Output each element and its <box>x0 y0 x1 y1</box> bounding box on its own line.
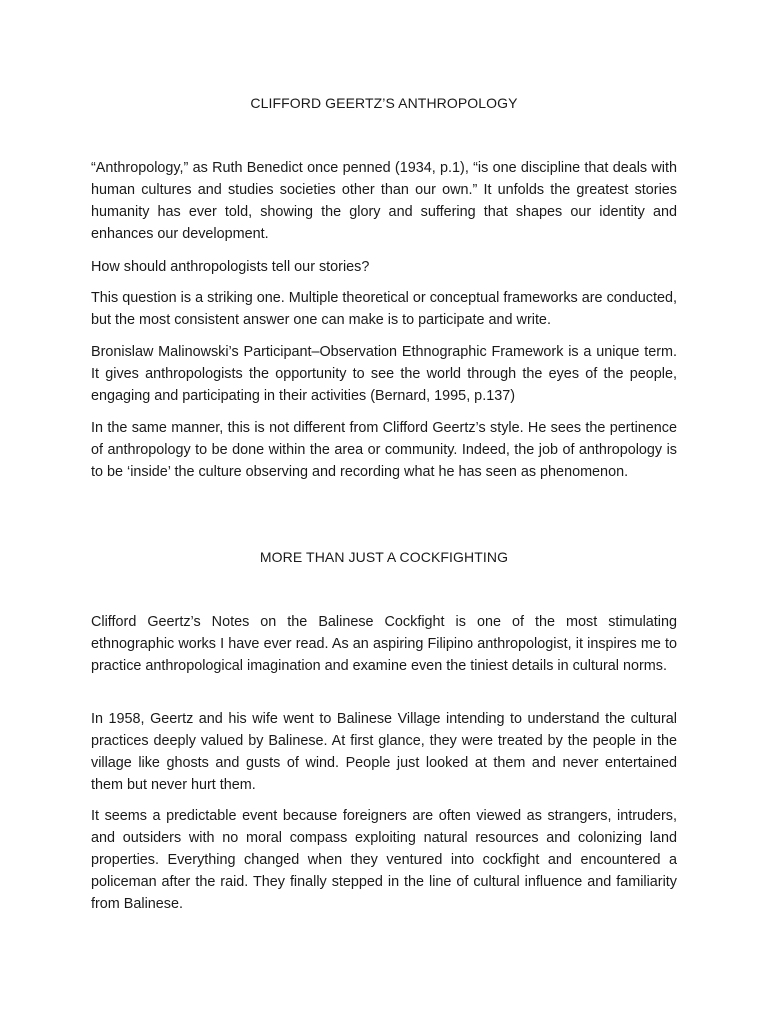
paragraph-balinese-cockfight: Clifford Geertz’s Notes on the Balinese Cockfight is one of the most stimulating ethnographic works I have ever read. As an aspiring Filipino anthropologist, it inspires me to practice anthropological imagination and examine even the tiniest details in cultural norms. <box>91 614 677 674</box>
paragraph-question: How should anthropologists tell our stories? <box>91 259 370 275</box>
paragraph-frameworks: This question is a striking one. Multiple theoretical or conceptual frameworks are conducted, but the most consistent answer one can make is to participate and write. <box>91 290 677 328</box>
paragraph-malinowski: Bronislaw Malinowski’s Participant–Observation Ethnographic Framework is a unique term. It gives anthropologists the opportunity to see the world through the eyes of the people, engaging and participating in their activities (Bernard, 1995, p.137) <box>91 344 677 404</box>
section-heading-anthropology: CLIFFORD GEERTZ’S ANTHROPOLOGY <box>250 95 518 111</box>
paragraph-benedict-quote: “Anthropology,” as Ruth Benedict once penned (1934, p.1), “is one discipline that deals with human cultures and studies societies other than our own.” It unfolds the greatest stories humanity has ever told, showing the glory and suffering that shapes our identity and enhances our development. <box>91 160 677 242</box>
paragraph-geertz-style: In the same manner, this is not different from Clifford Geertz’s style. He sees the pertinence of anthropology to be done within the area or community. Indeed, the job of anthropology is to be ‘inside’ the culture observing and recording what he has seen as phenomenon. <box>91 420 677 480</box>
section-heading-cockfighting: MORE THAN JUST A COCKFIGHTING <box>259 549 509 565</box>
paragraph-1958-village: In 1958, Geertz and his wife went to Balinese Village intending to understand the cultural practices deeply valued by Balinese. At first glance, they were treated by the people in the village like ghosts and gusts of wind. People just looked at them and never entertained them but never hurt them. <box>91 711 677 793</box>
paragraph-foreigners: It seems a predictable event because foreigners are often viewed as strangers, intruders, and outsiders with no moral compass exploiting natural resources and colonizing land properties. Everything changed when they ventured into cockfight and encountered a policeman after the raid. They finally stepped in the line of cultural influence and familiarity from Balinese. <box>91 808 677 912</box>
